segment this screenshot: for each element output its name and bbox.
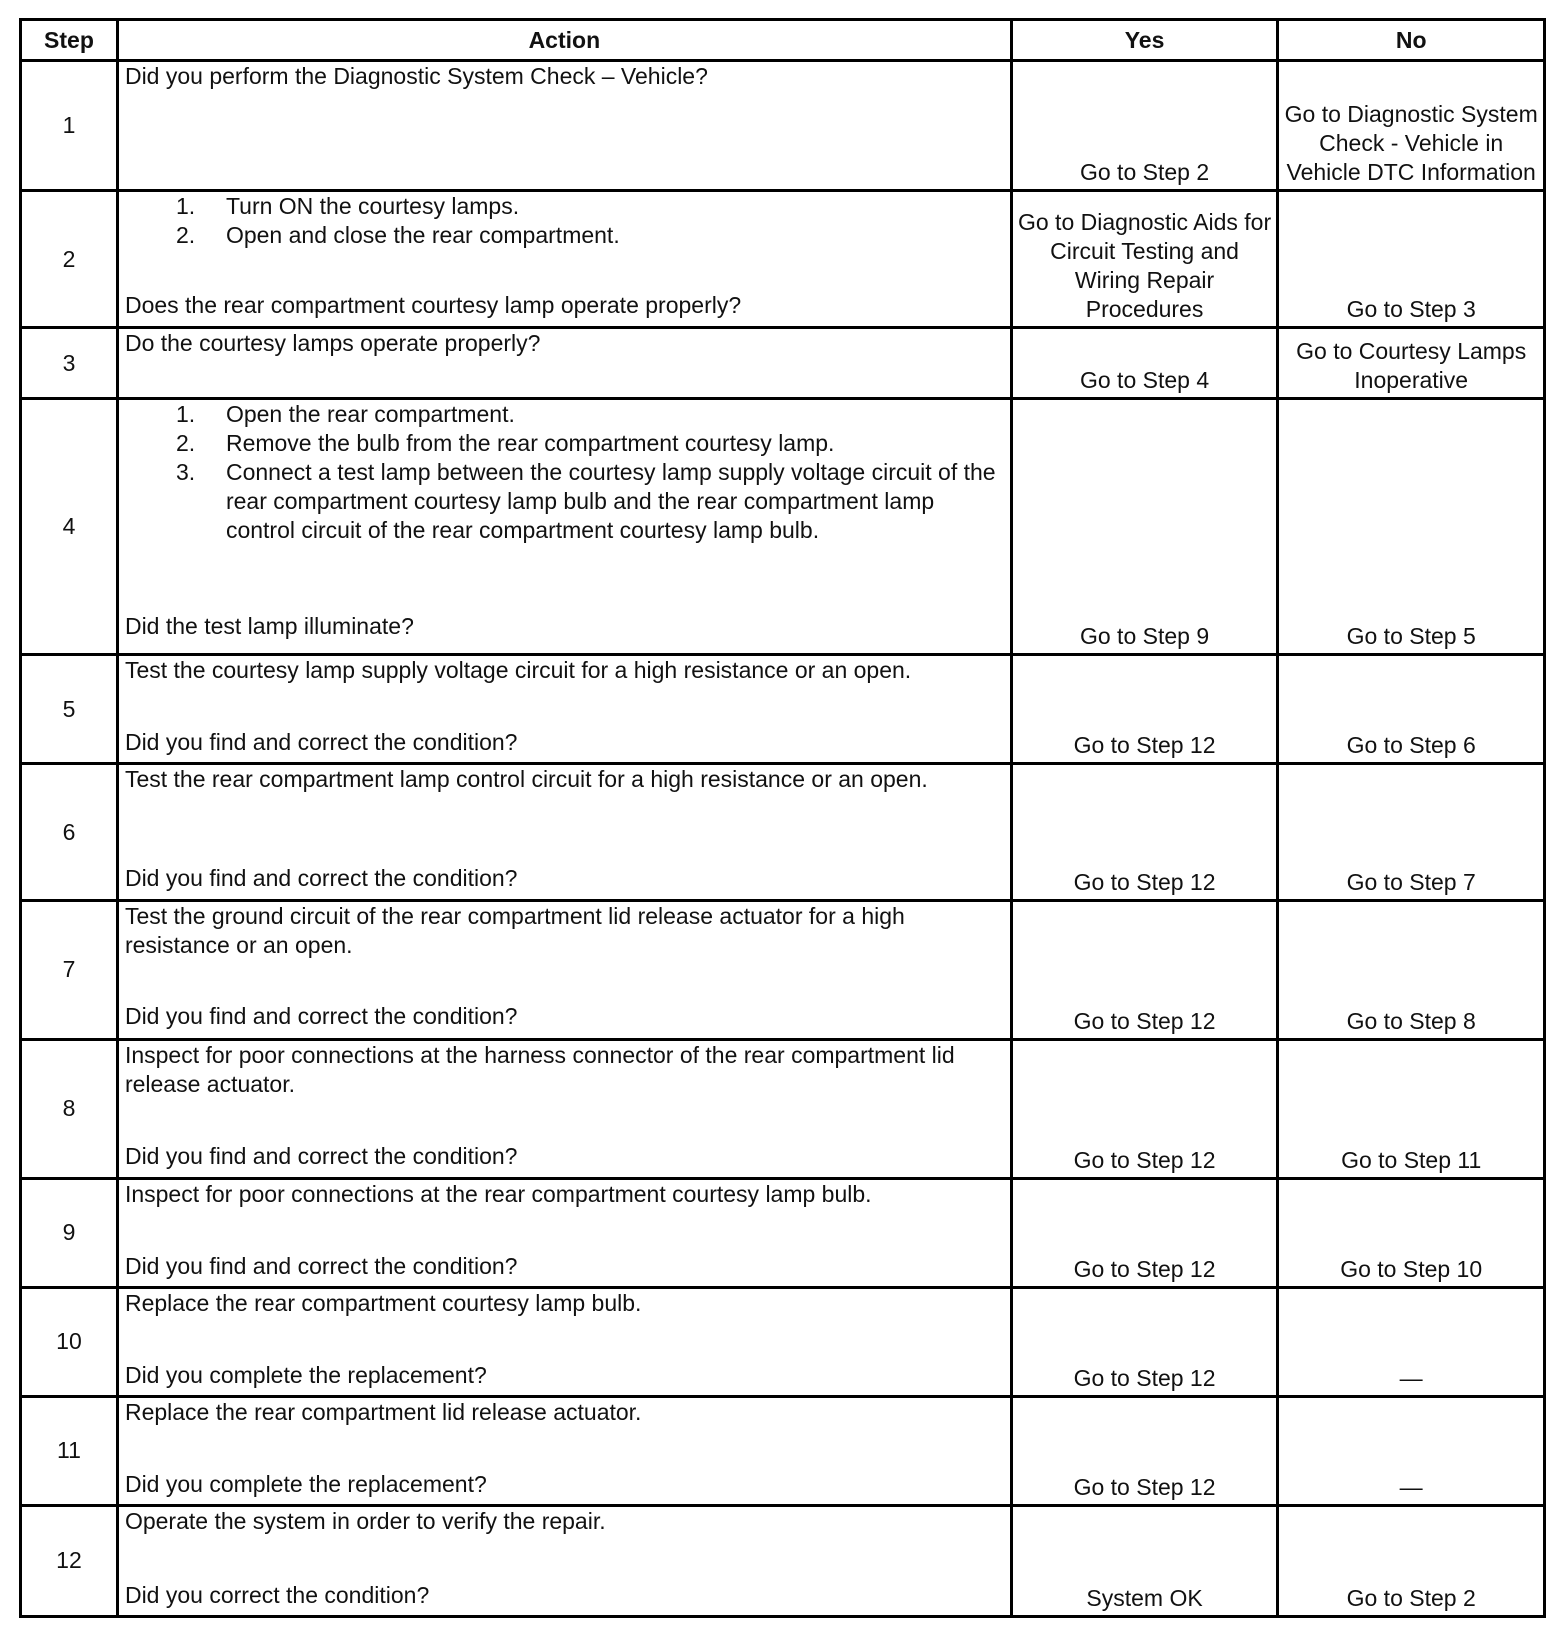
action-cell bbox=[117, 764, 1011, 901]
yes-result: Go to Step 12 bbox=[1011, 655, 1278, 764]
no-result: Go to Step 10 bbox=[1278, 1178, 1545, 1287]
no-result: Go to Courtesy Lamps Inoperative bbox=[1278, 328, 1545, 399]
action-instruction: Replace the rear compartment lid release actuator. bbox=[124, 1398, 642, 1425]
step-number: 8 bbox=[21, 1039, 118, 1178]
step-number: 5 bbox=[21, 655, 118, 764]
table-row bbox=[21, 399, 1545, 655]
action-question: Did the test lamp illuminate? bbox=[124, 613, 414, 640]
no-result: Go to Step 5 bbox=[1278, 399, 1545, 655]
no-result: — bbox=[1278, 1287, 1545, 1396]
no-result: Go to Step 7 bbox=[1278, 764, 1545, 901]
header-row bbox=[21, 20, 1545, 61]
action-cell bbox=[117, 190, 1011, 327]
action-instruction: Test the rear compartment lamp control circuit for a high resistance or an open. bbox=[124, 766, 928, 793]
action-question: Did you find and correct the condition? bbox=[124, 865, 518, 892]
action-question: Did you find and correct the condition? bbox=[124, 1252, 518, 1279]
action-question: Did you find and correct the condition? bbox=[124, 1003, 518, 1030]
no-result: Go to Step 3 bbox=[1278, 190, 1545, 327]
step-number: 10 bbox=[21, 1287, 118, 1396]
action-question: Does the rear compartment courtesy lamp operate properly? bbox=[124, 291, 742, 318]
action-question: Did you complete the replacement? bbox=[124, 1361, 487, 1388]
step-number: 11 bbox=[21, 1396, 118, 1505]
action-instruction: Do the courtesy lamps operate properly? bbox=[124, 330, 541, 357]
yes-result: Go to Step 12 bbox=[1011, 901, 1278, 1039]
header-action: Action bbox=[117, 20, 1011, 61]
no-result: Go to Step 8 bbox=[1278, 901, 1545, 1039]
action-cell bbox=[117, 655, 1011, 764]
step-number: 6 bbox=[21, 764, 118, 901]
table-row bbox=[21, 1505, 1545, 1616]
action-step-item: 2. Remove the bulb from the rear compartment courtesy lamp. bbox=[175, 430, 835, 457]
action-question: Did you correct the condition? bbox=[124, 1581, 430, 1608]
yes-result: Go to Step 12 bbox=[1011, 1178, 1278, 1287]
yes-result: Go to Step 12 bbox=[1011, 1039, 1278, 1178]
yes-result: Go to Step 9 bbox=[1011, 399, 1278, 655]
action-cell bbox=[117, 61, 1011, 191]
action-step-item: 1. Open the rear compartment. bbox=[175, 401, 515, 428]
yes-result: Go to Step 12 bbox=[1011, 1396, 1278, 1505]
action-cell bbox=[117, 1039, 1011, 1178]
table-row bbox=[21, 190, 1545, 327]
table-row bbox=[21, 328, 1545, 399]
yes-result: Go to Step 12 bbox=[1011, 1287, 1278, 1396]
table-row bbox=[21, 901, 1545, 1039]
no-result: Go to Step 2 bbox=[1278, 1505, 1545, 1616]
action-instruction: Replace the rear compartment courtesy lamp bulb. bbox=[124, 1289, 642, 1316]
diagnostic-table bbox=[19, 18, 1546, 1618]
action-question: Did you complete the replacement? bbox=[124, 1470, 487, 1497]
table-row bbox=[21, 1396, 1545, 1505]
yes-result: System OK bbox=[1011, 1505, 1278, 1616]
action-instruction: Operate the system in order to verify the repair. bbox=[124, 1507, 606, 1534]
step-number: 2 bbox=[21, 190, 118, 327]
header-yes: Yes bbox=[1011, 20, 1278, 61]
yes-result: Go to Diagnostic Aids for Circuit Testing and Wiring Repair Procedures bbox=[1011, 190, 1278, 327]
step-number: 9 bbox=[21, 1178, 118, 1287]
table-row bbox=[21, 764, 1545, 901]
no-result: Go to Diagnostic System Check - Vehicle in Vehicle DTC Information bbox=[1278, 61, 1545, 191]
table-row bbox=[21, 1287, 1545, 1396]
table-row bbox=[21, 61, 1545, 191]
header-step: Step bbox=[21, 20, 118, 61]
no-result: — bbox=[1278, 1396, 1545, 1505]
table-row bbox=[21, 655, 1545, 764]
action-cell bbox=[117, 1505, 1011, 1616]
no-result: Go to Step 11 bbox=[1278, 1039, 1545, 1178]
table-row bbox=[21, 1178, 1545, 1287]
action-cell bbox=[117, 1178, 1011, 1287]
action-instruction: Did you perform the Diagnostic System Check – Vehicle? bbox=[124, 63, 708, 89]
yes-result: Go to Step 2 bbox=[1011, 61, 1278, 191]
action-step-item: 3. Connect a test lamp between the courtesy lamp supply voltage circuit of the rear compartment courtesy lamp bulb and the rear compartment lamp control circuit of the rear compartment courtesy lamp bulb. bbox=[175, 459, 996, 544]
action-steps-list bbox=[125, 192, 1008, 250]
yes-result: Go to Step 4 bbox=[1011, 328, 1278, 399]
table-row bbox=[21, 1039, 1545, 1178]
step-number: 4 bbox=[21, 399, 118, 655]
no-result: Go to Step 6 bbox=[1278, 655, 1545, 764]
action-instruction: Test the ground circuit of the rear compartment lid release actuator for a high resistance or an open. bbox=[124, 903, 905, 959]
action-question: Did you find and correct the condition? bbox=[124, 1142, 518, 1169]
step-number: 7 bbox=[21, 901, 118, 1039]
yes-result: Go to Step 12 bbox=[1011, 764, 1278, 901]
action-cell bbox=[117, 399, 1011, 655]
step-number: 1 bbox=[21, 61, 118, 191]
action-cell bbox=[117, 328, 1011, 399]
action-step-item: 2. Open and close the rear compartment. bbox=[175, 221, 620, 248]
action-question: Did you find and correct the condition? bbox=[124, 729, 518, 756]
action-step-item: 1. Turn ON the courtesy lamps. bbox=[175, 192, 520, 219]
action-instruction: Test the courtesy lamp supply voltage circuit for a high resistance or an open. bbox=[124, 657, 912, 684]
step-number: 12 bbox=[21, 1505, 118, 1616]
action-cell bbox=[117, 901, 1011, 1039]
action-cell bbox=[117, 1287, 1011, 1396]
action-instruction: Inspect for poor connections at the rear compartment courtesy lamp bulb. bbox=[124, 1180, 872, 1207]
header-no: No bbox=[1278, 20, 1545, 61]
step-number: 3 bbox=[21, 328, 118, 399]
action-steps-list bbox=[125, 400, 1008, 545]
action-instruction: Inspect for poor connections at the harness connector of the rear compartment lid release actuator. bbox=[124, 1041, 955, 1097]
action-cell bbox=[117, 1396, 1011, 1505]
